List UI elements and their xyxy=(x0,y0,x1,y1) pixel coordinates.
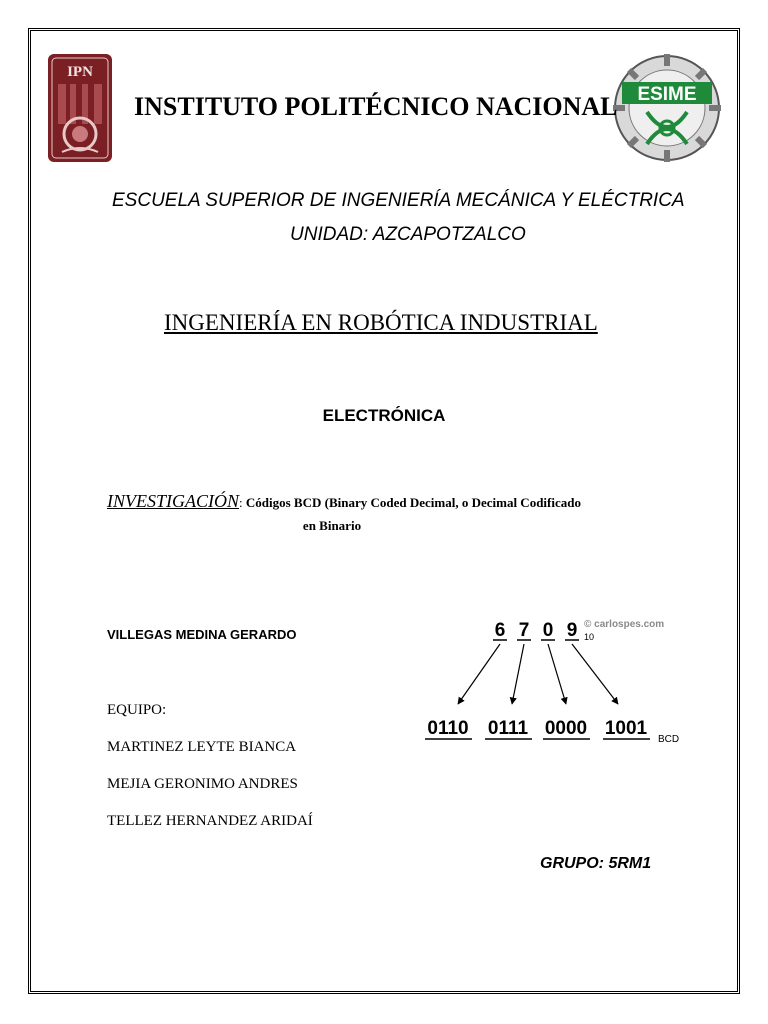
investigation-text-line1: Códigos BCD (Binary Coded Decimal, o Decimal Codificado xyxy=(242,495,581,510)
esime-logo xyxy=(612,52,722,164)
decimal-digit: 9 xyxy=(566,620,578,641)
bcd-code: 0111 xyxy=(487,718,529,739)
bcd-code: 0000 xyxy=(544,718,588,739)
school-name: ESCUELA SUPERIOR DE INGENIERÍA MECÁNICA Y ELÉCTRICA xyxy=(112,190,685,211)
group-label: GRUPO: 5RM1 xyxy=(540,855,652,872)
team-label: EQUIPO: xyxy=(107,702,167,718)
svg-text:IPN: IPN xyxy=(67,64,93,80)
bcd-code: 1001 xyxy=(604,718,648,739)
investigation-label: INVESTIGACIÓN xyxy=(107,491,239,511)
bcd-code: 0110 xyxy=(427,718,469,739)
team-member: MARTINEZ LEYTE BIANCA xyxy=(107,739,297,755)
decimal-digit: 7 xyxy=(518,620,530,641)
bcd-figure xyxy=(420,612,695,752)
watermark: © carlospes.com xyxy=(584,619,665,630)
decimal-digit: 0 xyxy=(542,620,554,641)
student-name: VILLEGAS MEDINA GERARDO xyxy=(107,627,297,642)
team-member: MEJIA GERONIMO ANDRES xyxy=(107,776,298,792)
decimal-subscript: 10 xyxy=(584,632,595,642)
career-title: INGENIERÍA EN ROBÓTICA INDUSTRIAL xyxy=(164,310,598,335)
svg-text:ESIME: ESIME xyxy=(637,84,697,105)
investigation-block xyxy=(107,488,667,536)
investigation-text-line2: en Binario xyxy=(302,518,362,533)
investigation-colon: : xyxy=(239,495,243,510)
school-unit: UNIDAD: AZCAPOTZALCO xyxy=(290,224,526,245)
institution-title: INSTITUTO POLITÉCNICO NACIONAL xyxy=(134,92,618,121)
subject-title: ELECTRÓNICA xyxy=(322,406,446,425)
team-list xyxy=(107,702,313,850)
decimal-digit: 6 xyxy=(494,620,506,641)
bcd-subscript: BCD xyxy=(658,734,680,745)
ipn-logo xyxy=(44,52,116,164)
team-member: TELLEZ HERNANDEZ ARIDAÍ xyxy=(107,813,313,829)
